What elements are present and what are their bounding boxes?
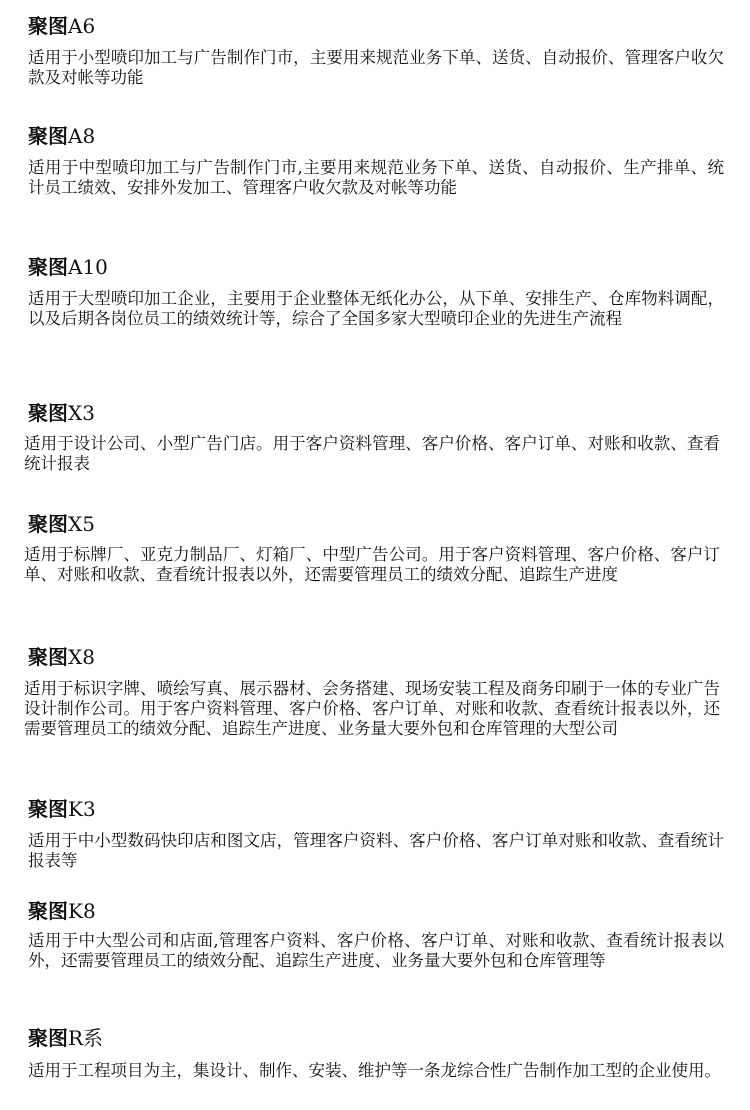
product-brand: 聚图 [28, 797, 68, 821]
product-model: A8 [68, 124, 96, 148]
product-brand: 聚图 [28, 401, 68, 425]
product-description: 适用于工程项目为主，集设计、制作、安装、维护等一条龙综合性广告制作加工型的企业使用。 [28, 1061, 721, 1080]
product-brand: 聚图 [28, 255, 68, 279]
product-model: X3 [68, 401, 95, 425]
product-description: 适用于小型喷印加工与广告制作门市，主要用来规范业务下单、送货、自动报价、管理客户收欠款及对帐等功能 [28, 48, 724, 87]
product-title [28, 1026, 103, 1050]
product-title [28, 401, 95, 425]
product-model: A10 [68, 255, 108, 279]
product-brand: 聚图 [28, 1026, 68, 1050]
product-description: 适用于标牌厂、亚克力制品厂、灯箱厂、中型广告公司。用于客户资料管理、客户价格、客户订单、对账和收款、查看统计报表以外，还需要管理员工的绩效分配、追踪生产进度 [24, 545, 720, 584]
product-brand: 聚图 [28, 645, 68, 669]
product-description: 适用于标识字牌、喷绘写真、展示器材、会务搭建、现场安装工程及商务印刷于一体的专业广告设计制作公司。用于客户资料管理、客户价格、客户订单、对账和收款、查看统计报表以外，还需要管理员工的绩效分配、追踪生产进度、业务量大要外包和仓库管理的大型公司 [24, 679, 720, 738]
product-model: A6 [68, 14, 96, 38]
product-description: 适用于中型喷印加工与广告制作门市,主要用来规范业务下单、送货、自动报价、生产排单、统计员工绩效、安排外发加工、管理客户收欠款及对帐等功能 [28, 158, 724, 197]
product-model: X5 [68, 512, 95, 536]
product-title [28, 645, 95, 669]
product-brand: 聚图 [28, 124, 68, 148]
product-description: 适用于设计公司、小型广告门店。用于客户资料管理、客户价格、客户订单、对账和收款、查看统计报表 [24, 434, 720, 473]
product-model: K8 [68, 899, 96, 923]
product-brand: 聚图 [28, 899, 68, 923]
product-brand: 聚图 [28, 14, 68, 38]
product-brand: 聚图 [28, 512, 68, 536]
product-model: X8 [68, 645, 95, 669]
product-title [28, 797, 96, 821]
product-title [28, 512, 95, 536]
product-description: 适用于中大型公司和店面,管理客户资料、客户价格、客户订单、对账和收款、查看统计报表以外，还需要管理员工的绩效分配、追踪生产进度、业务量大要外包和仓库管理等 [28, 931, 724, 970]
product-model: K3 [68, 797, 96, 821]
product-description: 适用于中小型数码快印店和图文店，管理客户资料、客户价格、客户订单对账和收款、查看统计报表等 [28, 831, 724, 870]
product-model: R系 [68, 1026, 104, 1050]
product-title [28, 124, 95, 148]
product-title [28, 14, 95, 38]
product-description: 适用于大型喷印加工企业，主要用于企业整体无纸化办公，从下单、安排生产、仓库物料调配，以及后期各岗位员工的绩效统计等，综合了全国多家大型喷印企业的先进生产流程 [28, 289, 724, 328]
product-title [28, 899, 96, 923]
product-title [28, 255, 108, 279]
